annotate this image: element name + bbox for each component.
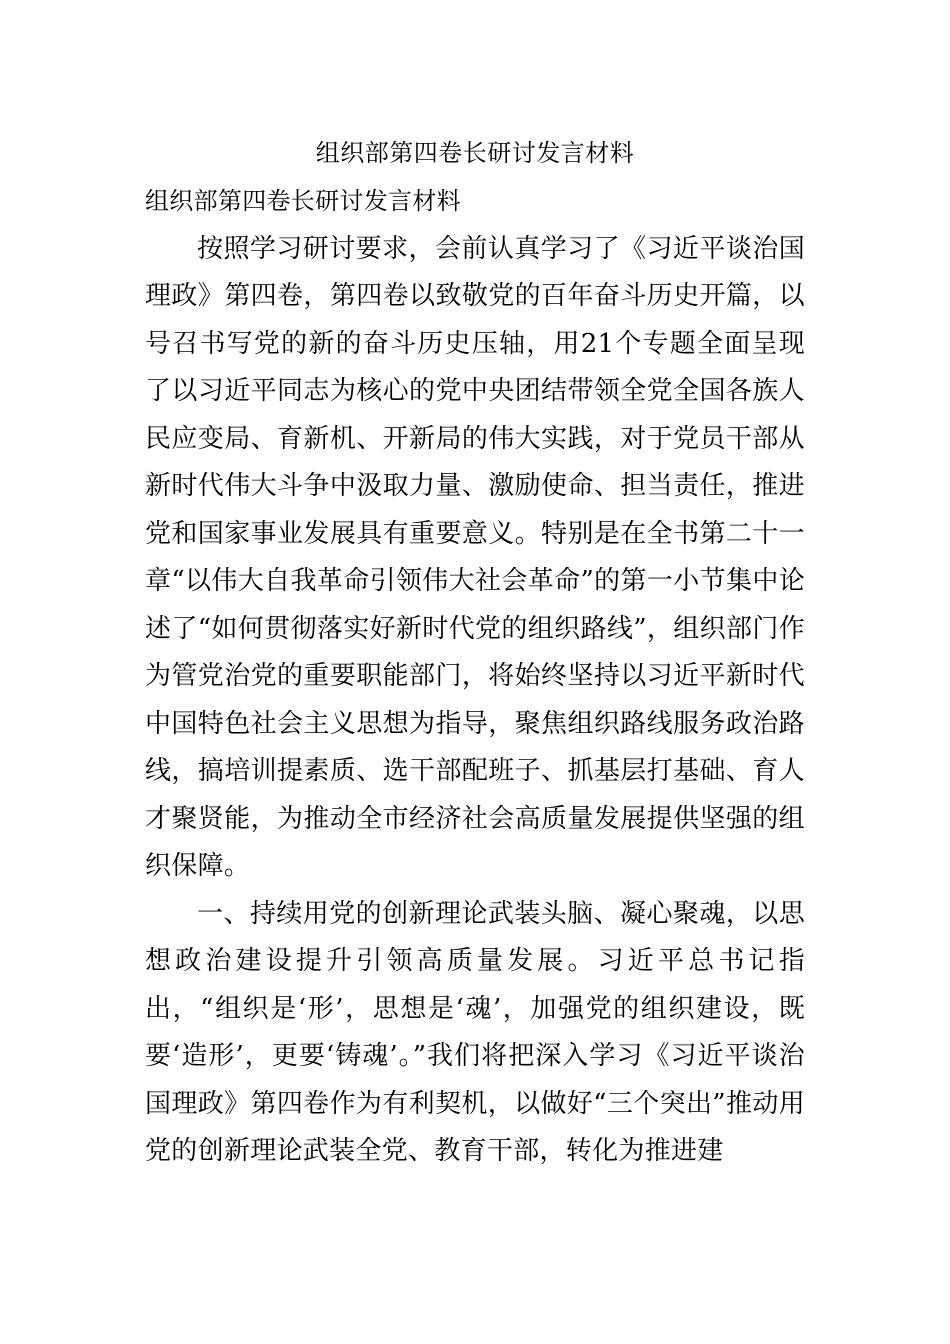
document-subtitle: 组织部第四卷长研讨发言材料	[145, 187, 461, 215]
document-title: 组织部第四卷长研讨发言材料	[315, 139, 635, 167]
paragraph-section-one: 一、持续用党的创新理论武装头脑、凝心聚魂，以思想政治建设提升引领高质量发展。习近平总书记指出，“组织是‘形’，思想是‘魂’，加强党的组织建设，既要‘造形’，更要‘铸魂’。”我们将把深入学习《习近平谈治国理政》第四卷作为有利契机，以做好“三个突出”推动用党的创新理论武装全党、教育干部，转化为推进建	[145, 898, 805, 1166]
paragraph-intro: 按照学习研讨要求，会前认真学习了《习近平谈治国理政》第四卷，第四卷以致敬党的百年奋斗历史开篇，以号召书写党的新的奋斗历史压轴，用21个专题全面呈现了以习近平同志为核心的党中央团结带领全党全国各族人民应变局、育新机、开新局的伟大实践，对于党员干部从新时代伟大斗争中汲取力量、激励使命、担当责任，推进党和国家事业发展具有重要意义。特别是在全书第二十一章“以伟大自我革命引领伟大社会革命”的第一小节集中论述了“如何贯彻落实好新时代党的组织路线”，组织部门作为管党治党的重要职能部门，将始终坚持以习近平新时代中国特色社会主义思想为指导，聚焦组织路线服务政治路线，搞培训提素质、选干部配班子、抓基层打基础、育人才聚贤能，为推动全市经济社会高质量发展提供坚强的组织保障。	[145, 233, 805, 881]
document-body	[145, 178, 805, 1176]
